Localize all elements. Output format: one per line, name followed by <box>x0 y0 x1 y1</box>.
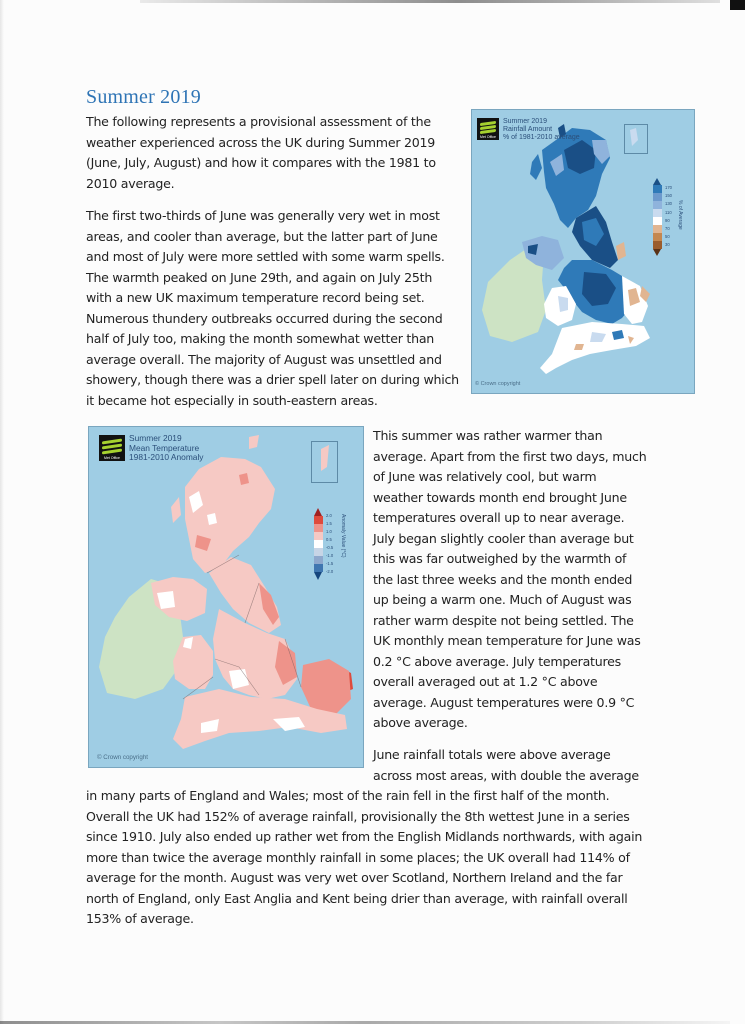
crown-copyright: © Crown copyright <box>475 381 521 387</box>
logo-text: Met Office <box>480 135 496 139</box>
legend-cap-bottom <box>314 572 322 580</box>
scan-edge-left <box>0 0 4 1024</box>
scan-corner <box>730 0 745 10</box>
rainfall-paragraph-start: June rainfall totals were above average across most areas, with double the average <box>373 747 639 783</box>
scan-edge-top <box>140 0 720 3</box>
legend-cap-top <box>653 178 661 185</box>
overview-paragraph: The first two-thirds of June was generally very wet in most areas, and cooler than average, but the latter part of June and most of July were more settled with some warm spells. The warmth peaked on June 29th, and again on July 25th with a new UK maximum temperature record being set. Numerous thundery outbreaks occurred during the second half of July too, making the month somewhat wetter than average overall. The majority of August was unsettled and showery, though there was a drier spell later on during which it became hot especially in south-eastern areas. <box>86 208 459 408</box>
rainfall-map-title-line2: Rainfall Amount <box>503 126 553 134</box>
temperature-paragraph: This summer was rather warmer than average. Apart from the first two days, much of June was relatively cool, but warm weather towards month end brought June temperatures overall up to near average. July began slightly cooler than average but this was far outweighed by the warmth of the last three weeks and the month ended up being a warm one. Much of August was rather warm despite not being settled. The UK monthly mean temperature for June was 0.2 °C above average. July temperatures overall averaged out at 1.2 °C above average. August temperatures were 0.9 °C above average. <box>373 428 647 730</box>
rainfall-legend-ticks: 170 150 130 110 90 70 50 30 <box>665 185 672 248</box>
intro-paragraph: The following represents a provisional assessment of the weather experienced across the UK during Summer 2019 (June, July, August) and how it compares with the 1981 to 2010 average. <box>86 114 436 191</box>
temperature-legend-ticks: 2.0 1.5 1.0 0.5 -0.5 -1.0 -1.5 -2.0 <box>326 513 334 574</box>
rainfall-map <box>471 109 695 394</box>
legend-cap-bottom <box>653 249 661 256</box>
page-title: Summer 2019 <box>86 86 201 108</box>
temperature-legend-label: Anomaly Value (°C) <box>340 514 346 558</box>
met-office-logo <box>477 118 499 140</box>
rainfall-map-title-line3: % of 1981-2010 average <box>503 134 580 142</box>
shetland-inset <box>624 124 648 154</box>
rainfall-map-title <box>503 118 580 143</box>
temperature-map-title-line1: Summer 2019 <box>129 433 182 443</box>
temperature-map <box>88 426 364 768</box>
shetland-inset <box>311 441 338 483</box>
rainfall-paragraph-rest: in many parts of England and Wales; most of the rain fell in the first half of the month. Overall the UK had 152% of average rainfall, provisionally the 8th wettest June in a series since 1910. July also ended up rather wet from the English Midlands northwards, with again more than twice the average monthly rainfall in some places; the UK overall had 114% of average for the month. August was very wet over Scotland, Northern Ireland and the far north of England, only East Anglia and Kent being drier than average, with rainfall overall 153% of average. <box>86 788 643 926</box>
crown-copyright: © Crown copyright <box>97 754 148 761</box>
rainfall-legend-label: % of Average <box>677 200 683 230</box>
temperature-map-title-line2: Mean Temperature <box>129 442 200 453</box>
logo-text: Met Office <box>104 456 120 460</box>
rainfall-map-title-line1: Summer 2019 <box>503 118 547 125</box>
legend-cap-top <box>314 508 322 516</box>
temperature-map-title <box>129 434 204 463</box>
temperature-map-title-line3: 1981-2010 Anomaly <box>129 452 204 463</box>
met-office-logo <box>99 435 125 461</box>
